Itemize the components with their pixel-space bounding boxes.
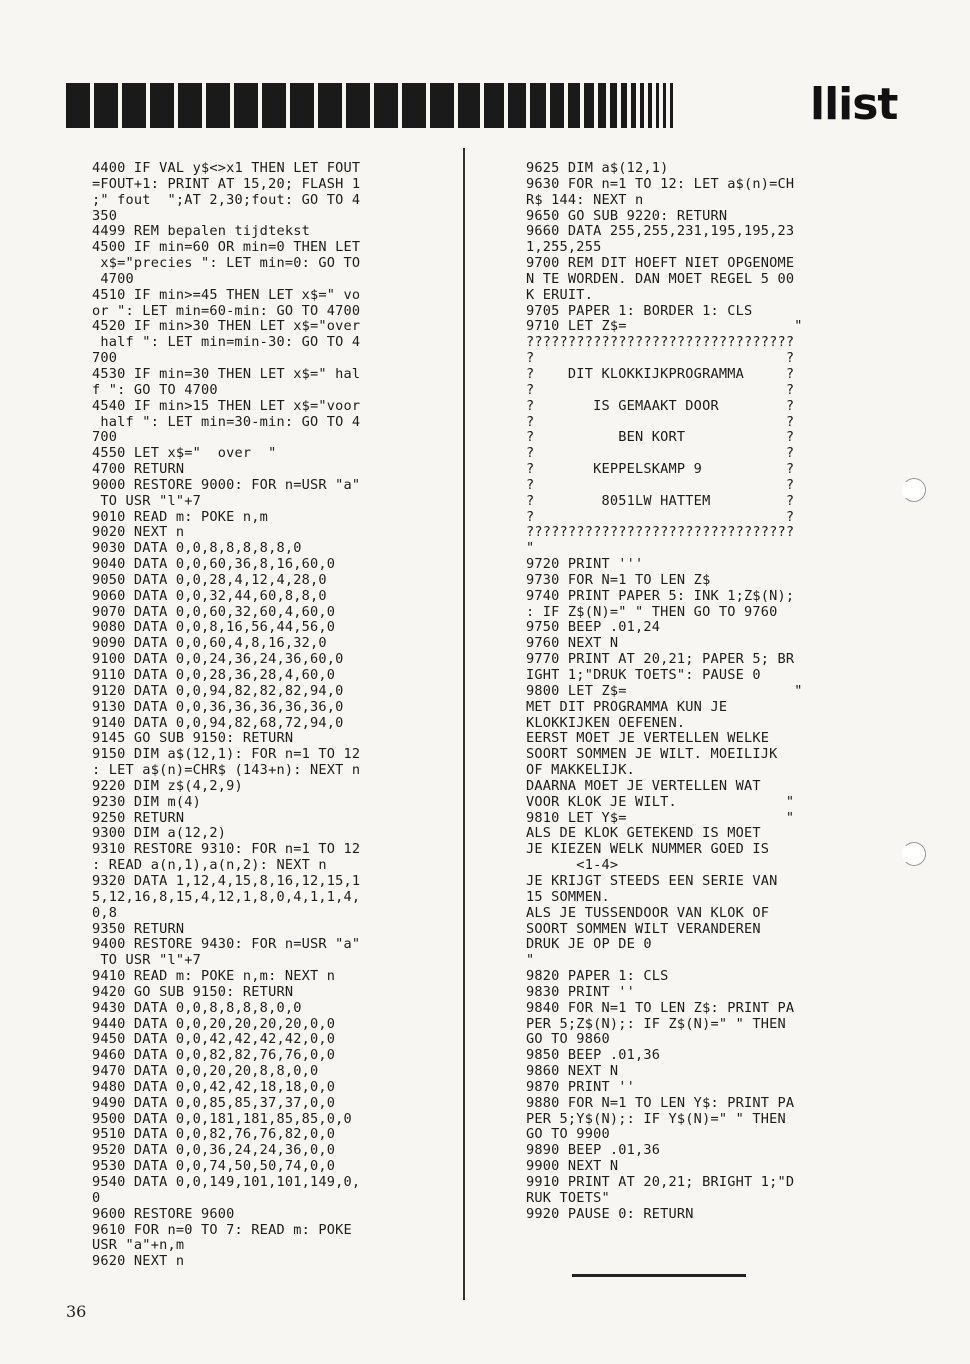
code-line: ? ?	[526, 350, 795, 367]
listing-right-column	[526, 161, 846, 1223]
code-line: 9850 BEEP .01,36	[526, 1047, 661, 1064]
code-line: OF MAKKELIJK.	[526, 762, 635, 779]
code-line: ? ?	[526, 381, 795, 398]
code-line: 9220 DIM z$(4,2,9)	[92, 777, 243, 794]
code-line: 9000 RESTORE 9000: FOR n=USR "a"	[92, 476, 361, 493]
code-line: 9120 DATA 0,0,94,82,82,82,94,0	[92, 682, 344, 699]
code-line: 9810 LET Y$= "	[526, 809, 795, 826]
code-line: : LET a$(n)=CHR$ (143+n): NEXT n	[92, 762, 361, 779]
header-bar	[374, 83, 398, 128]
code-line: 9625 DIM a$(12,1)	[526, 160, 669, 176]
code-line: 9540 DATA 0,0,149,101,101,149,0,	[92, 1174, 361, 1190]
header-bar	[640, 83, 644, 128]
code-line: 9520 DATA 0,0,36,24,24,36,0,0	[92, 1142, 336, 1159]
code-line: half ": LET min=min-30: GO TO 4	[92, 334, 361, 351]
header-bar	[262, 83, 286, 128]
code-line: 4510 IF min>=45 THEN LET x$=" vo	[92, 286, 361, 303]
header-bar	[150, 83, 174, 128]
header-bar	[530, 83, 546, 128]
code-line: 9880 FOR N=1 TO LEN Y$: PRINT PA	[526, 1094, 795, 1111]
code-line: 0,8	[92, 904, 118, 921]
code-line: 9070 DATA 0,0,60,32,60,4,60,0	[92, 603, 336, 620]
code-line: 9870 PRINT ''	[526, 1078, 635, 1095]
code-line: R$ 144: NEXT n	[526, 191, 644, 208]
code-line: half ": LET min=30-min: GO TO 4	[92, 413, 361, 430]
code-line: 9480 DATA 0,0,42,42,18,18,0,0	[92, 1078, 336, 1095]
code-line: EERST MOET JE VERTELLEN WELKE	[526, 730, 770, 747]
code-line: DAARNA MOET JE VERTELLEN WAT	[526, 777, 761, 794]
code-line: 9750 BEEP .01,24	[526, 619, 661, 636]
column-divider	[463, 148, 465, 1300]
header-bar	[598, 83, 606, 128]
code-line: ? ?	[526, 476, 795, 493]
code-line: 9610 FOR n=0 TO 7: READ m: POKE	[92, 1221, 352, 1238]
code-line: 9910 PRINT AT 20,21; BRIGHT 1;"D	[526, 1174, 795, 1190]
header-bar	[206, 83, 230, 128]
code-line: ????????????????????????????????	[526, 524, 795, 541]
code-line: <1-4>	[526, 857, 619, 874]
code-line: 9050 DATA 0,0,28,4,12,4,28,0	[92, 571, 327, 588]
code-line: 9090 DATA 0,0,60,4,8,16,32,0	[92, 635, 327, 652]
header-bar	[568, 83, 580, 128]
header-bar	[94, 83, 118, 128]
code-line: 9060 DATA 0,0,32,44,60,8,8,0	[92, 587, 327, 604]
binder-hole	[902, 478, 926, 502]
code-line: x$="precies ": LET min=0: GO TO	[92, 255, 361, 272]
header-bar	[290, 83, 314, 128]
code-line: 4540 IF min>15 THEN LET x$="voor	[92, 397, 361, 414]
code-line: 9770 PRINT AT 20,21; PAPER 5; BR	[526, 651, 795, 668]
code-line: or ": LET min=60-min: GO TO 4700	[92, 302, 361, 319]
code-line: 9920 PAUSE 0: RETURN	[526, 1205, 694, 1222]
code-line: 9710 LET Z$= "	[526, 318, 803, 335]
code-line: ? ?	[526, 413, 795, 430]
code-line: 9650 GO SUB 9220: RETURN	[526, 207, 728, 224]
code-line: JE KRIJGT STEEDS EEN SERIE VAN	[526, 872, 778, 889]
code-line: "	[526, 540, 535, 557]
code-line: ALS JE TUSSENDOOR VAN KLOK OF	[526, 904, 770, 921]
code-line: VOOR KLOK JE WILT. "	[526, 793, 795, 810]
code-line: 9040 DATA 0,0,60,36,8,16,60,0	[92, 556, 336, 573]
code-line: =FOUT+1: PRINT AT 15,20; FLASH 1	[92, 175, 361, 192]
header-bar	[458, 83, 480, 128]
code-line: GO TO 9860	[526, 1031, 610, 1048]
header-bar	[178, 83, 202, 128]
code-line: 9140 DATA 0,0,94,82,68,72,94,0	[92, 714, 344, 731]
code-line: 4550 LET x$=" over "	[92, 445, 277, 462]
code-line: 9430 DATA 0,0,8,8,8,8,0,0	[92, 999, 302, 1016]
page-header	[66, 79, 900, 131]
code-line: 9320 DATA 1,12,4,15,8,16,12,15,1	[92, 872, 361, 889]
end-of-article-rule	[572, 1274, 746, 1277]
code-line: PER 5;Y$(N);: IF Y$(N)=" " THEN	[526, 1110, 786, 1127]
header-bar	[631, 83, 636, 128]
header-bar	[508, 83, 526, 128]
code-line: 9900 NEXT N	[526, 1158, 619, 1175]
code-line: f ": GO TO 4700	[92, 381, 218, 398]
code-line: ? ?	[526, 445, 795, 462]
header-bar	[663, 83, 666, 128]
header-bar	[610, 83, 617, 128]
code-line: ? KEPPELSKAMP 9 ?	[526, 461, 795, 478]
code-line: ;" fout ";AT 2,30;fout: GO TO 4	[92, 191, 361, 208]
code-line: 9620 NEXT n	[92, 1253, 185, 1270]
code-line: 4700 RETURN	[92, 461, 185, 478]
code-line: DRUK JE OP DE 0	[526, 936, 652, 953]
code-line: 9630 FOR n=1 TO 12: LET a$(n)=CH	[526, 175, 795, 192]
code-line: 9350 RETURN	[92, 920, 185, 937]
header-bar	[550, 83, 564, 128]
code-line: TO USR "l"+7	[92, 492, 201, 509]
code-line: 9890 BEEP .01,36	[526, 1142, 661, 1159]
code-line: 9100 DATA 0,0,24,36,24,36,60,0	[92, 651, 344, 668]
code-line: SOORT SOMMEN WILT VERANDEREN	[526, 920, 761, 937]
code-line: KLOKKIJKEN OEFENEN.	[526, 714, 686, 731]
code-line: 5,12,16,8,15,4,12,1,8,0,4,1,1,4,	[92, 888, 361, 905]
code-line: 9250 RETURN	[92, 809, 185, 826]
page-number: 36	[66, 1302, 87, 1321]
code-line: 9310 RESTORE 9310: FOR n=1 TO 12	[92, 841, 361, 858]
listing-left-column	[92, 161, 452, 1270]
header-bar	[670, 83, 673, 128]
header-bar	[234, 83, 258, 128]
code-line: 9130 DATA 0,0,36,36,36,36,36,0	[92, 698, 344, 715]
header-bar-pattern	[66, 83, 681, 128]
code-line: 9660 DATA 255,255,231,195,195,23	[526, 223, 795, 240]
code-line: 9470 DATA 0,0,20,20,8,8,0,0	[92, 1063, 319, 1080]
code-line: 9800 LET Z$= "	[526, 682, 803, 699]
header-bar	[122, 83, 146, 128]
code-line: : READ a(n,1),a(n,2): NEXT n	[92, 857, 327, 874]
code-line: USR "a"+n,m	[92, 1237, 185, 1254]
code-line: 9530 DATA 0,0,74,50,50,74,0,0	[92, 1158, 336, 1175]
code-line: TO USR "l"+7	[92, 952, 201, 969]
header-bar	[484, 83, 504, 128]
code-line: 9400 RESTORE 9430: FOR n=USR "a"	[92, 936, 361, 953]
code-line: ? BEN KORT ?	[526, 429, 795, 446]
header-bar	[621, 83, 627, 128]
header-bar	[656, 83, 659, 128]
code-line: 9705 PAPER 1: BORDER 1: CLS	[526, 302, 753, 319]
header-bar	[346, 83, 370, 128]
code-line: 700	[92, 350, 118, 367]
code-line: 9110 DATA 0,0,28,36,28,4,60,0	[92, 667, 336, 683]
header-bar	[430, 83, 454, 128]
code-line: 9510 DATA 0,0,82,76,76,82,0,0	[92, 1126, 336, 1143]
code-line: 4520 IF min>30 THEN LET x$="over	[92, 318, 361, 335]
code-line: IGHT 1;"DRUK TOETS": PAUSE 0	[526, 667, 761, 683]
code-line: 1,255,255	[526, 239, 602, 256]
header-bar	[66, 83, 90, 128]
code-line: 350	[92, 207, 118, 224]
code-line: 9860 NEXT N	[526, 1063, 619, 1080]
code-line: 9080 DATA 0,0,8,16,56,44,56,0	[92, 619, 336, 636]
list-logo: llist	[810, 79, 898, 130]
code-line: "	[526, 952, 535, 969]
code-line: 9840 FOR N=1 TO LEN Z$: PRINT PA	[526, 999, 795, 1016]
code-line: 9730 FOR N=1 TO LEN Z$	[526, 571, 711, 588]
code-line: ? 8051LW HATTEM ?	[526, 492, 795, 509]
code-line: 9820 PAPER 1: CLS	[526, 968, 669, 985]
code-line: 9500 DATA 0,0,181,181,85,85,0,0	[92, 1110, 352, 1127]
code-line: ? IS GEMAAKT DOOR ?	[526, 397, 795, 414]
code-line: 9720 PRINT '''	[526, 556, 644, 573]
code-line: 4499 REM bepalen tijdtekst	[92, 223, 310, 240]
code-line: 9300 DIM a(12,2)	[92, 825, 227, 842]
code-line: ? DIT KLOKKIJKPROGRAMMA ?	[526, 365, 795, 382]
code-line: 9010 READ m: POKE n,m	[92, 508, 269, 525]
code-line: 9420 GO SUB 9150: RETURN	[92, 983, 294, 1000]
code-line: ????????????????????????????????	[526, 334, 795, 351]
code-line: MET DIT PROGRAMMA KUN JE	[526, 698, 728, 715]
code-line: K ERUIT.	[526, 286, 594, 303]
code-line: 9020 NEXT n	[92, 524, 185, 541]
code-line: 4530 IF min=30 THEN LET x$=" hal	[92, 365, 361, 382]
code-line: PER 5;Z$(N);: IF Z$(N)=" " THEN	[526, 1015, 786, 1032]
code-line: 4400 IF VAL y$<>x1 THEN LET FOUT	[92, 160, 361, 176]
header-bar	[402, 83, 426, 128]
code-line: 9030 DATA 0,0,8,8,8,8,8,0	[92, 540, 302, 557]
header-bar	[584, 83, 594, 128]
code-line: JE KIEZEN WELK NUMMER GOED IS	[526, 841, 770, 858]
binder-hole	[902, 842, 926, 866]
code-line: 4500 IF min=60 OR min=0 THEN LET	[92, 239, 361, 256]
code-line: 0	[92, 1189, 101, 1206]
code-line: 9760 NEXT N	[526, 635, 619, 652]
code-line: 9490 DATA 0,0,85,85,37,37,0,0	[92, 1094, 336, 1111]
code-line: ? ?	[526, 508, 795, 525]
code-line: 9410 READ m: POKE n,m: NEXT n	[92, 968, 336, 985]
code-line: 9230 DIM m(4)	[92, 793, 201, 810]
code-line: RUK TOETS"	[526, 1189, 610, 1206]
code-line: 700	[92, 429, 118, 446]
code-line: 9740 PRINT PAPER 5: INK 1;Z$(N);	[526, 587, 795, 604]
code-line: 4700	[92, 270, 134, 287]
header-bar	[318, 83, 342, 128]
code-line: : IF Z$(N)=" " THEN GO TO 9760	[526, 603, 778, 620]
code-line: 9830 PRINT ''	[526, 983, 635, 1000]
code-line: 9150 DIM a$(12,1): FOR n=1 TO 12	[92, 746, 361, 763]
code-line: 9440 DATA 0,0,20,20,20,20,0,0	[92, 1015, 336, 1032]
header-bar	[648, 83, 652, 128]
code-line: 9700 REM DIT HOEFT NIET OPGENOME	[526, 255, 795, 272]
code-line: 9450 DATA 0,0,42,42,42,42,0,0	[92, 1031, 336, 1048]
code-line: SOORT SOMMEN JE WILT. MOEILIJK	[526, 746, 778, 763]
code-line: 9460 DATA 0,0,82,82,76,76,0,0	[92, 1047, 336, 1064]
code-line: 15 SOMMEN.	[526, 888, 610, 905]
code-line: N TE WORDEN. DAN MOET REGEL 5 00	[526, 270, 795, 287]
code-line: 9145 GO SUB 9150: RETURN	[92, 730, 294, 747]
code-line: GO TO 9900	[526, 1126, 610, 1143]
code-line: 9600 RESTORE 9600	[92, 1205, 235, 1222]
code-line: ALS DE KLOK GETEKEND IS MOET	[526, 825, 761, 842]
